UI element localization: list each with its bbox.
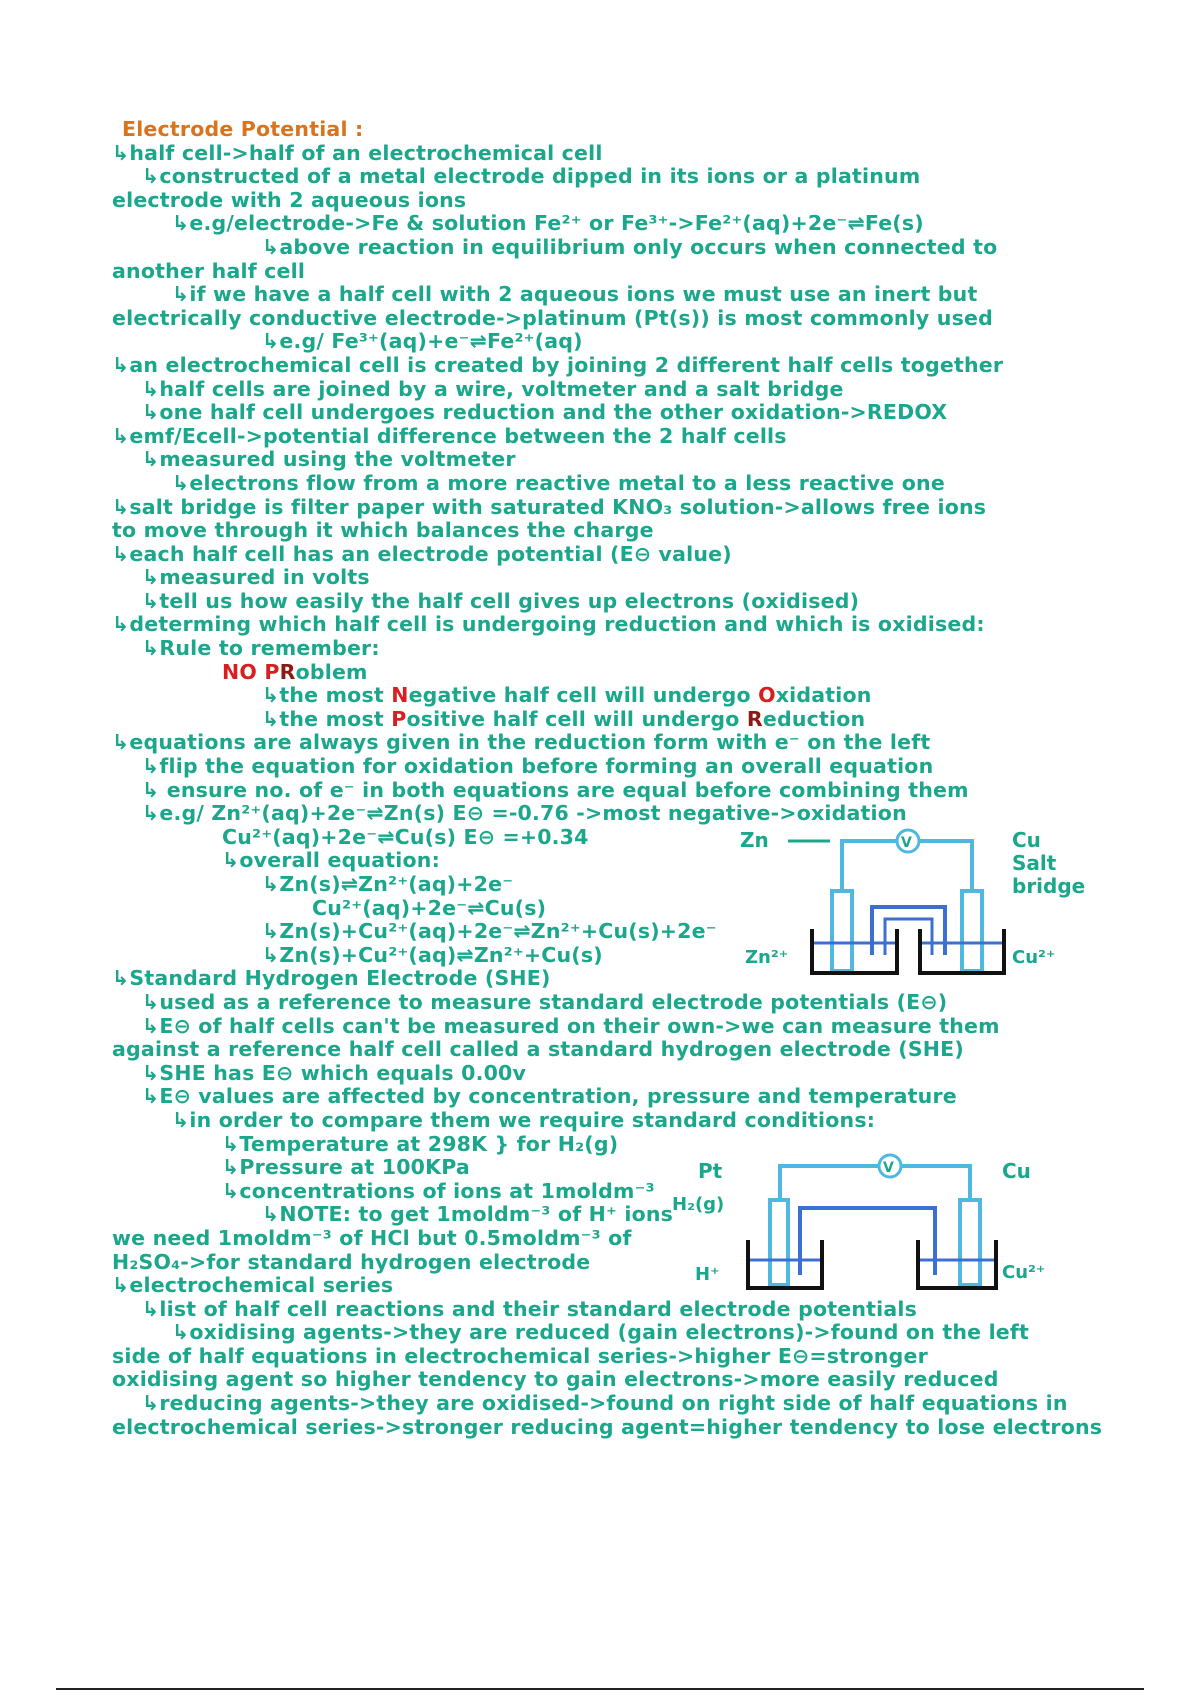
note-line: ↳salt bridge is filter paper with saturated KNO₃ solution->allows free ions [112, 494, 987, 519]
zn-cu-cell-diagram [740, 825, 1090, 975]
mnemonic-line [112, 661, 1112, 685]
note-line: H₂SO₄->for standard hydrogen electrode [112, 1249, 591, 1274]
note-line: ↳e.g/ Fe³⁺(aq)+e⁻⇌Fe²⁺(aq) [262, 329, 583, 354]
note-line: side of half equations in electrochemical series->higher E⊖=stronger [112, 1343, 928, 1368]
note-line: electrochemical series->stronger reducing agent=higher tendency to lose electrons [112, 1414, 1103, 1439]
note-line: ↳NOTE: to get 1moldm⁻³ of H⁺ ions [262, 1202, 674, 1227]
highlight-letter: R [746, 706, 763, 731]
zn-label: Zn [740, 828, 769, 852]
note-line: ↳ ensure no. of e⁻ in both equations are equal before combining them [142, 777, 969, 802]
note-line: ↳Pressure at 100KPa [222, 1155, 470, 1180]
wire-left [780, 1166, 879, 1210]
wire-right [919, 841, 972, 895]
h2-label: H₂(g) [672, 1194, 725, 1215]
pt-label: Pt [698, 1159, 723, 1183]
note-line: another half cell [112, 258, 306, 283]
text-part: ↳the most [262, 683, 392, 708]
note-line: electrode with 2 aqueous ions [112, 187, 467, 212]
note-line: ↳Zn(s)+Cu²⁺(aq)⇌Zn²⁺+Cu(s) [262, 942, 603, 967]
cu-electrode [962, 891, 982, 971]
note-line: ↳if we have a half cell with 2 aqueous ions we must use an inert but [172, 282, 978, 307]
note-line: ↳an electrochemical cell is created by joining 2 different half cells together [112, 352, 1004, 377]
text-part: eduction [762, 706, 866, 731]
note-line: ↳above reaction in equilibrium only occurs when connected to [262, 234, 998, 259]
note-line: ↳one half cell undergoes reduction and the other oxidation->REDOX [142, 400, 948, 425]
mnemonic-p: P [264, 659, 280, 684]
note-line: we need 1moldm⁻³ of HCl but 0.5moldm⁻³ of [112, 1225, 632, 1250]
cu-beaker [918, 1240, 996, 1288]
note-line: ↳half cell->half of an electrochemical cell [112, 140, 603, 165]
cu-label: Cu [1012, 828, 1041, 852]
note-line: ↳concentrations of ions at 1moldm⁻³ [222, 1178, 655, 1203]
note-line: electrically conductive electrode->platinum (Pt(s)) is most commonly used [112, 305, 993, 330]
note-line: ↳determing which half cell is undergoing reduction and which is oxidised: [112, 612, 985, 637]
note-line: ↳reducing agents->they are oxidised->found on right side of half equations in [142, 1391, 1068, 1416]
note-line: ↳list of half cell reactions and their standard electrode potentials [142, 1296, 918, 1321]
note-line: against a reference half cell called a standard hydrogen electrode (SHE) [112, 1037, 964, 1062]
cu-label: Cu [1002, 1159, 1031, 1183]
note-line: ↳e.g/ Zn²⁺(aq)+2e⁻⇌Zn(s) E⊖ =-0.76 ->most negative->oxidation [142, 801, 907, 826]
cu-electrode [960, 1200, 980, 1285]
mnemonic-o: O [239, 659, 265, 684]
mnemonic-n: N [222, 659, 240, 684]
note-line: ↳electrochemical series [112, 1273, 394, 1298]
note-line: ↳emf/Ecell->potential difference between the 2 half cells [112, 423, 787, 448]
note-line: Cu²⁺(aq)+2e⁻⇌Cu(s) [312, 895, 547, 920]
note-line: ↳Zn(s)⇌Zn²⁺(aq)+2e⁻ [262, 872, 514, 896]
note-line: ↳equations are always given in the reduction form with e⁻ on the left [112, 730, 931, 755]
voltmeter-label: V [883, 1160, 894, 1176]
note-line: to move through it which balances the charge [112, 518, 654, 543]
note-line: ↳Rule to remember: [142, 636, 380, 661]
note-line: Cu²⁺(aq)+2e⁻⇌Cu(s) E⊖ =+0.34 [222, 824, 589, 849]
mnemonic-negative [112, 684, 1112, 708]
text-part: egative half cell will undergo [408, 683, 759, 708]
note-line: ↳in order to compare them we require standard conditions: [172, 1107, 876, 1132]
note-line: ↳each half cell has an electrode potential (E⊖ value) [112, 541, 732, 566]
highlight-letter: O [758, 683, 776, 708]
note-line: ↳Temperature at 298K } for H₂(g) [222, 1131, 619, 1156]
note-line: ↳Zn(s)+Cu²⁺(aq)+2e⁻⇌Zn²⁺+Cu(s)+2e⁻ [262, 919, 717, 944]
note-line: ↳flip the equation for oxidation before forming an overall equation [142, 754, 934, 779]
note-line: ↳overall equation: [222, 848, 440, 873]
note-line: ↳constructed of a metal electrode dipped in its ions or a platinum [142, 164, 921, 189]
note-line: ↳oxidising agents->they are reduced (gain electrons)->found on the left [172, 1320, 1030, 1345]
she-cu-cell-diagram [672, 1150, 1080, 1290]
voltmeter-label: V [901, 835, 912, 851]
text-part: ositive half cell will undergo [406, 706, 747, 731]
note-line: ↳SHE has E⊖ which equals 0.00v [142, 1060, 527, 1085]
note-line: ↳electrons flow from a more reactive metal to a less reactive one [172, 470, 945, 495]
bridge-label: bridge [1012, 874, 1086, 898]
note-line: ↳half cells are joined by a wire, voltmeter and a salt bridge [142, 376, 844, 401]
highlight-letter: P [391, 706, 407, 731]
footer-divider [56, 1688, 1144, 1690]
wire-left [842, 841, 897, 895]
note-line: ↳e.g/electrode->Fe & solution Fe²⁺ or Fe³⁺->Fe²⁺(aq)+2e⁻⇌Fe(s) [172, 211, 924, 236]
note-line: ↳E⊖ of half cells can't be measured on their own->we can measure them [142, 1013, 1000, 1038]
mnemonic-r: R [279, 659, 296, 684]
zn-ion-label: Zn²⁺ [745, 947, 789, 968]
cu-ion-label: Cu²⁺ [1002, 1262, 1046, 1283]
note-line: oxidising agent so higher tendency to gain electrons->more easily reduced [112, 1367, 999, 1392]
note-line: ↳tell us how easily the half cell gives up electrons (oxidised) [142, 588, 860, 613]
note-line: ↳used as a reference to measure standard electrode potentials (E⊖) [142, 989, 948, 1014]
salt-bridge [872, 907, 945, 955]
mnemonic-positive [112, 708, 1112, 732]
mnemonic-rest: oblem [295, 659, 368, 684]
highlight-letter: N [391, 683, 409, 708]
note-line: ↳measured in volts [142, 565, 370, 590]
salt-label: Salt [1012, 851, 1057, 875]
h-ion-label: H⁺ [695, 1264, 720, 1285]
note-line: ↳measured using the voltmeter [142, 447, 516, 472]
cu-ion-label: Cu²⁺ [1012, 947, 1056, 968]
text-part: ↳the most [262, 706, 392, 731]
page-title: Electrode Potential : [122, 117, 364, 141]
text-part: xidation [775, 683, 872, 708]
note-line: ↳E⊖ values are affected by concentration, pressure and temperature [142, 1084, 957, 1109]
note-line: ↳Standard Hydrogen Electrode (SHE) [112, 966, 551, 991]
zn-electrode [832, 891, 852, 971]
pt-electrode [770, 1200, 788, 1285]
salt-bridge-inner [885, 919, 932, 955]
